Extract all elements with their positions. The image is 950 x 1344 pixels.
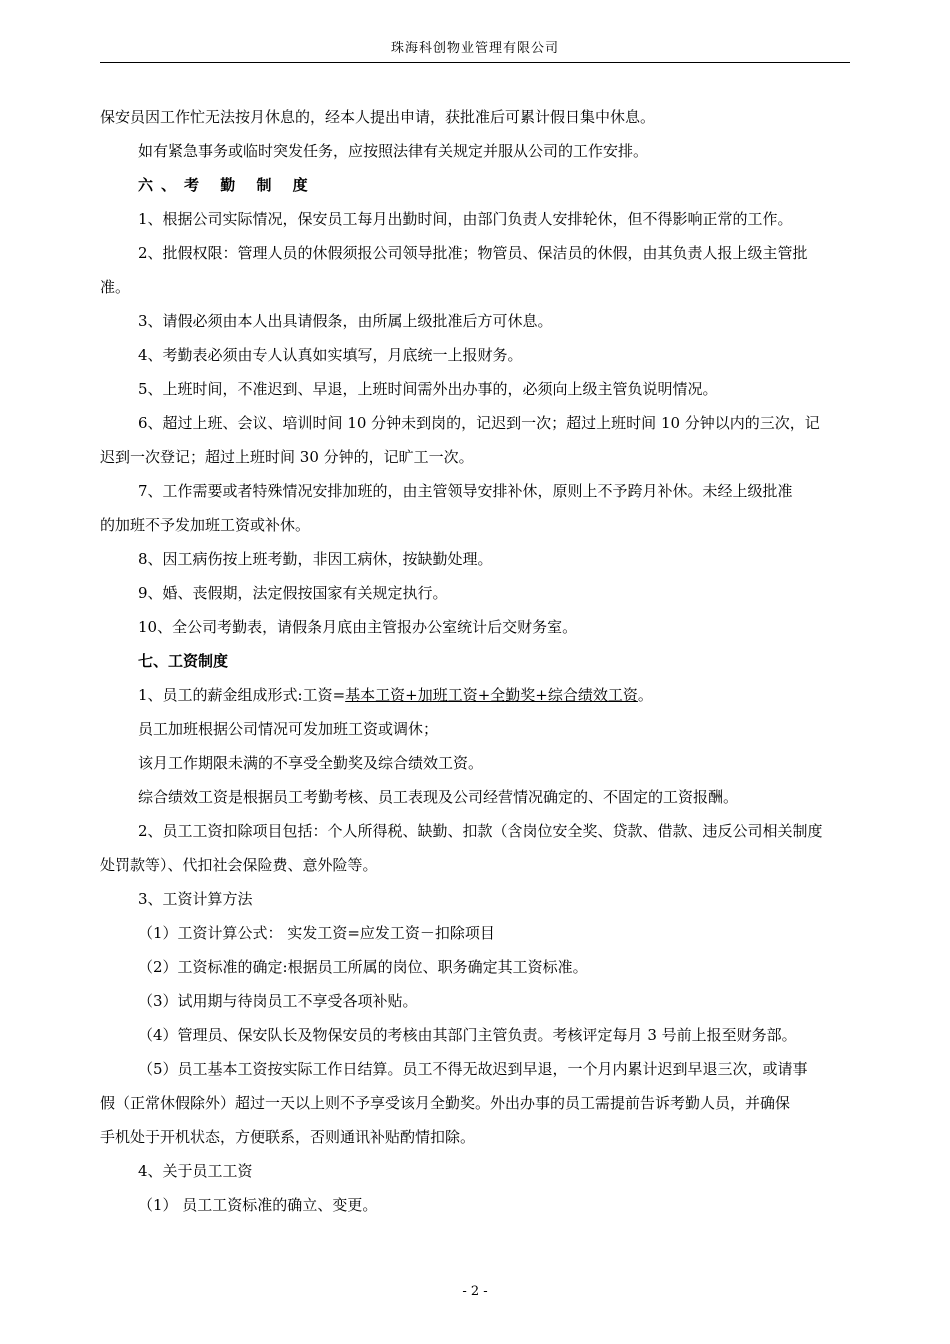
document-body <box>100 100 850 1222</box>
paragraph: （1） 员工工资标准的确立、变更。 <box>138 1196 378 1214</box>
paragraph: 的加班不予发加班工资或补休。 <box>100 516 311 534</box>
formula-components: 基本工资+加班工资+全勤奖+综合绩效工资 <box>345 686 638 704</box>
section-heading-attendance: 六、考 勤 制 度 <box>138 176 316 194</box>
paragraph: 3、请假必须由本人出具请假条，由所属上级批准后方可休息。 <box>138 312 553 330</box>
paragraph: （1）工资计算公式： 实发工资=应发工资－扣除项目 <box>138 924 495 942</box>
paragraph: 该月工作期限未满的不享受全勤奖及综合绩效工资。 <box>138 754 484 772</box>
page-header: 珠海科创物业管理有限公司 <box>390 41 559 56</box>
paragraph: （2）工资标准的确定:根据员工所属的岗位、职务确定其工资标准。 <box>138 958 588 976</box>
paragraph: 8、因工病伤按上班考勤，非因工病休，按缺勤处理。 <box>138 550 493 568</box>
paragraph: 如有紧急事务或临时突发任务，应按照法律有关规定并服从公司的工作安排。 <box>138 142 649 160</box>
paragraph: （5）员工基本工资按实际工作日结算。员工不得无故迟到早退，一个月内累计迟到早退三次，或请事 <box>138 1060 808 1078</box>
paragraph: 6、超过上班、会议、培训时间 10 分钟未到岗的，记迟到一次；超过上班时间 10 分钟以内的三次，记 <box>138 414 820 432</box>
paragraph: 综合绩效工资是根据员工考勤考核、员工表现及公司经营情况确定的、不固定的工资报酬。 <box>138 788 739 806</box>
paragraph: 10、全公司考勤表，请假条月底由主管报办公室统计后交财务室。 <box>138 618 578 636</box>
section-heading-salary: 七、工资制度 <box>138 652 229 670</box>
paragraph: 4、考勤表必须由专人认真如实填写，月底统一上报财务。 <box>138 346 523 364</box>
paragraph: 7、工作需要或者特殊情况安排加班的，由主管领导安排补休，原则上不予跨月补休。未经上级批准 <box>138 482 793 500</box>
page-number: - 2 - <box>462 1284 488 1299</box>
paragraph: 2、员工工资扣除项目包括：个人所得税、缺勤、扣款（含岗位安全奖、贷款、借款、违反公司相关制度 <box>138 822 823 840</box>
paragraph: 手机处于开机状态，方便联系，否则通讯补贴酌情扣除。 <box>100 1128 476 1146</box>
paragraph: 3、工资计算方法 <box>138 890 253 908</box>
paragraph: 假（正常休假除外）超过一天以上则不予享受该月全勤奖。外出办事的员工需提前告诉考勤人员，并确保 <box>100 1094 791 1112</box>
paragraph: 2、批假权限：管理人员的休假须报公司领导批准；物管员、保洁员的休假，由其负责人报上级主管批 <box>138 244 808 262</box>
paragraph: 准。 <box>100 278 131 296</box>
paragraph: 5、上班时间，不准迟到、早退，上班时间需外出办事的，必须向上级主管负说明情况。 <box>138 380 718 398</box>
header-rule <box>100 62 850 63</box>
formula-suffix: 。 <box>637 686 653 704</box>
paragraph: （3）试用期与待岗员工不享受各项补贴。 <box>138 992 418 1010</box>
paragraph: 保安员因工作忙无法按月休息的，经本人提出申请，获批准后可累计假日集中休息。 <box>100 108 656 126</box>
paragraph: （4）管理员、保安队长及物保安员的考核由其部门主管负责。考核评定每月 3 号前上报至财务部。 <box>138 1026 797 1044</box>
paragraph: 4、关于员工工资 <box>138 1162 253 1180</box>
paragraph: 1、根据公司实际情况，保安员工每月出勤时间，由部门负责人安排轮休，但不得影响正常的工作。 <box>138 210 793 228</box>
formula-prefix: 1、员工的薪金组成形式:工资= <box>138 686 346 704</box>
paragraph: 处罚款等）、代扣社会保险费、意外险等。 <box>100 856 378 874</box>
paragraph: 9、婚、丧假期，法定假按国家有关规定执行。 <box>138 584 448 602</box>
paragraph-salary-formula <box>100 678 850 712</box>
paragraph: 迟到一次登记；超过上班时间 30 分钟的，记旷工一次。 <box>100 448 474 466</box>
paragraph: 员工加班根据公司情况可发加班工资或调休； <box>138 720 439 738</box>
